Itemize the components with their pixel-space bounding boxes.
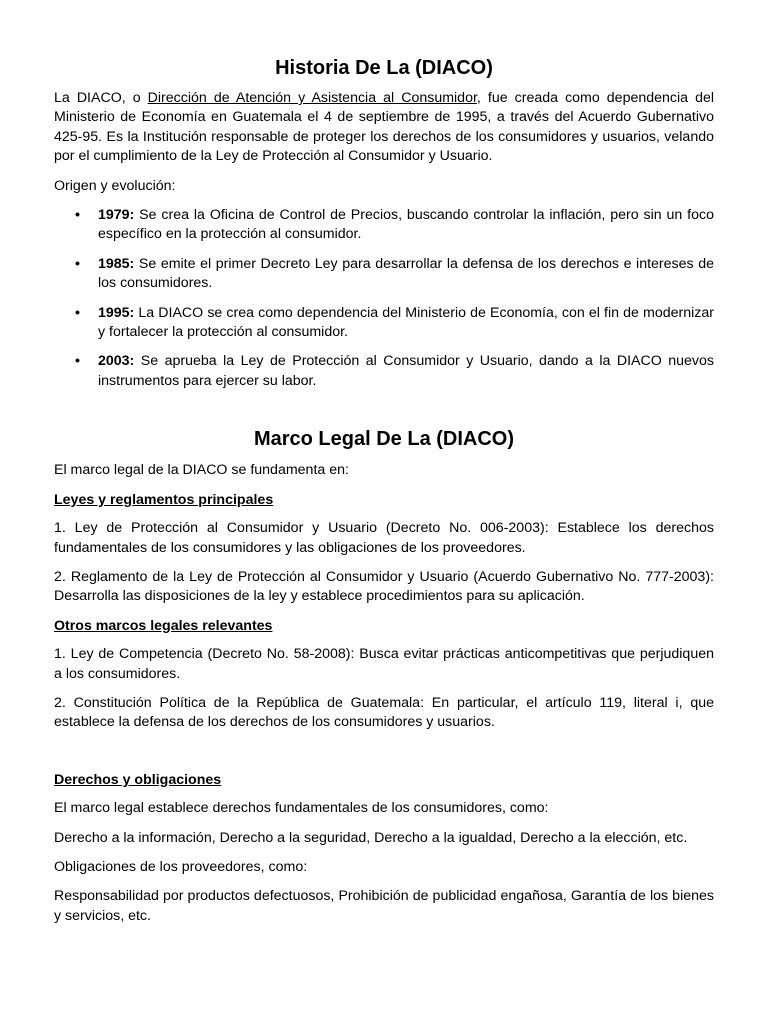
obligaciones-paragraph-1: Obligaciones de los proveedores, como: [54,858,308,875]
timeline-item-2003 [75,352,714,391]
timeline-item-1995 [75,304,714,343]
marco-intro-paragraph: El marco legal de la DIACO se fundamenta en: [54,462,349,479]
leyes-heading: Leyes y reglamentos principales [54,491,274,508]
diaco-name-link[interactable]: Dirección de Atención y Asistencia al Consumidor [147,90,477,106]
timeline-year: 1995: [98,304,135,321]
otro-marco-item: 2. Constitución Política de la República de Guatemala: En particular, el artículo 119, literal i, que establece la defensa de los derechos de los consumidores y usuarios. [54,694,714,731]
otro-marco-item: 1. Ley de Competencia (Decreto No. 58-2008): Busca evitar prácticas anticompetitivas que perjudiquen a los consumidores. [54,646,714,682]
historia-intro-post: , fue creada como dependencia del Ministerio de Economía en Guatemala el 4 de septiembre de 1995, a través del Acuerdo Gubernativo 425-95. Es la Institución responsable de proteger los derechos de los consumidores y usuarios, velando por el cumplimiento de la Ley de Protección al Consumidor y Usuario. [54,90,715,165]
obligaciones-paragraph-2: Responsabilidad por productos defectuosos, Prohibición de publicidad engañosa, Garantía de los bienes y servicios, etc. [54,888,714,924]
origen-label: Origen y evolución: [54,177,176,194]
historia-intro-pre: La DIACO, o [54,90,148,106]
historia-title: Historia De La (DIACO) [275,57,493,79]
derechos-heading: Derechos y obligaciones [54,771,222,788]
timeline-year: 1979: [98,207,135,224]
bullet-icon: • [75,304,80,321]
timeline-year: 2003: [98,353,135,370]
bullet-icon: • [75,255,80,272]
timeline-text: Se emite el primer Decreto Ley para desarrollar la defensa de los derechos e intereses de los consumidores. [98,255,714,292]
derechos-paragraph-1: El marco legal establece derechos fundamentales de los consumidores, como: [54,800,549,817]
ley-item: 1. Ley de Protección al Consumidor y Usuario (Decreto No. 006-2003): Establece los derechos fundamentales de los consumidores y las obligaciones de los proveedores. [54,520,714,556]
timeline-list [54,206,714,391]
marco-legal-title: Marco Legal De La (DIACO) [253,428,515,451]
historia-intro-paragraph [54,89,714,167]
timeline-text: Se aprueba la Ley de Protección al Consumidor y Usuario, dando a la DIACO nuevos instrumentos para ejercer su labor. [98,353,714,389]
timeline-text: La DIACO se crea como dependencia del Ministerio de Economía, con el fin de modernizar y fortalecer la protección al consumidor. [98,304,714,341]
timeline-item-1979 [75,206,714,245]
bullet-icon: • [75,207,80,224]
ley-item: 2. Reglamento de la Ley de Protección al Consumidor y Usuario (Acuerdo Gubernativo No. 777-2003): Desarrolla las disposiciones de la ley y establece procedimientos para su aplicación. [54,568,714,605]
timeline-year: 1985: [98,255,135,272]
derechos-paragraph-2: Derecho a la información, Derecho a la seguridad, Derecho a la igualdad, Derecho a la elección, etc. [54,829,688,846]
bullet-icon: • [75,353,80,370]
timeline-item-1985 [75,255,714,294]
timeline-text: Se crea la Oficina de Control de Precios, buscando controlar la inflación, pero sin un foco específico en la protección al consumidor. [98,207,714,243]
otros-marcos-heading: Otros marcos legales relevantes [54,617,273,634]
